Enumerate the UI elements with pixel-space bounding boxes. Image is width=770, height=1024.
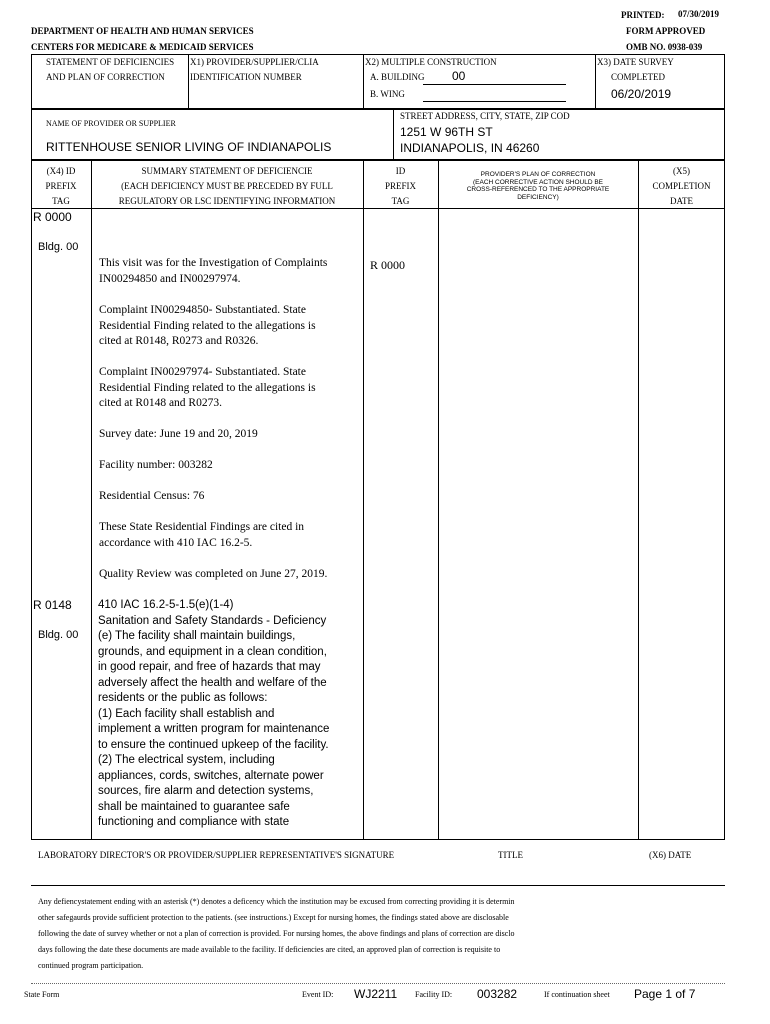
multiple-construction-label: X2) MULTIPLE CONSTRUCTION (365, 57, 497, 67)
printed-label: PRINTED: (621, 10, 665, 20)
building-label: A. BUILDING (370, 72, 425, 82)
provider-right-border (724, 108, 725, 160)
statement-label-2: AND PLAN OF CORRECTION (46, 72, 165, 82)
address-label: STREET ADDRESS, CITY, STATE, ZIP COD (400, 111, 570, 121)
wing-underline (423, 101, 566, 102)
event-id-value: WJ2211 (354, 987, 398, 1001)
header-bottom-border (31, 208, 725, 209)
form-approved: FORM APPROVED (626, 26, 706, 36)
date-completed: 06/20/2019 (611, 87, 672, 101)
date-survey-label: X3) DATE SURVEY (597, 57, 674, 67)
disclaimer-line-5: continued program participation. (38, 961, 144, 970)
disclaimer-line-2: other safegaurds provide sufficient protection to the patients. (see instructions.) Except for nursing homes, the findings stated above are disclosable (38, 913, 509, 922)
top-box-divider-2 (363, 54, 364, 109)
event-id-label: Event ID: (302, 990, 334, 999)
id-prefix-label: PREFIX (384, 181, 416, 191)
body-right-border (724, 160, 725, 840)
address-line-1: 1251 W 96TH ST (400, 125, 493, 139)
provider-id-label-2: IDENTIFICATION NUMBER (190, 72, 302, 82)
top-box-bottom-border (31, 108, 725, 110)
paragraph-visit: This visit was for the Investigation of Complaints IN00294850 and IN00297974. (99, 257, 328, 285)
paragraph-survey-date: Survey date: June 19 and 20, 2019 (99, 428, 258, 440)
top-box-divider-3 (595, 54, 596, 109)
address-line-2: INDIANAPOLIS, IN 46260 (400, 141, 540, 155)
tag-column-divider (91, 160, 92, 840)
provider-name: RITTENHOUSE SENIOR LIVING OF INDIANAPOLIS (46, 140, 332, 154)
id-column-divider (438, 160, 439, 840)
plan-column-divider (638, 160, 639, 840)
provider-divider (393, 108, 394, 160)
centers-heading: CENTERS FOR MEDICARE & MEDICAID SERVICES (31, 42, 254, 52)
body-left-border (31, 160, 32, 840)
entry-tag-r0148: R 0148 (33, 598, 72, 612)
continuation-label: If continuation sheet (544, 990, 610, 999)
page-number: Page 1 of 7 (634, 987, 696, 1001)
paragraph-complaint-1: Complaint IN00294850- Substantiated. State Residential Finding related to the allegations is cited at R0148, R0273 and R0326. (99, 304, 316, 347)
omb-number: OMB NO. 0938-039 (626, 42, 703, 52)
entry-bldg-1: Bldg. 00 (38, 241, 79, 253)
x4-tag-label: TAG (52, 196, 70, 206)
building-value: 00 (452, 69, 466, 83)
signature-label: LABORATORY DIRECTOR'S OR PROVIDER/SUPPLIER REPRESENTATIVE'S SIGNATURE (38, 850, 395, 860)
body-bottom-border (31, 839, 725, 840)
completion-label: COMPLETION (652, 181, 711, 191)
x6-date-label: (X6) DATE (649, 850, 692, 860)
entry-bldg-2: Bldg. 00 (38, 629, 79, 641)
statement-label-1: STATEMENT OF DEFICIENCIES (46, 57, 175, 67)
summary-label-3: REGULATORY OR LSC IDENTIFYING INFORMATION (118, 196, 336, 206)
provider-name-label: NAME OF PROVIDER OR SUPPLIER (46, 119, 176, 128)
signature-bottom-border (31, 885, 725, 886)
title-label: TITLE (498, 850, 523, 860)
top-box-top-border (31, 54, 725, 55)
summary-column-divider (363, 160, 364, 840)
paragraph-census: Residential Census: 76 (99, 490, 205, 502)
disclaimer (38, 894, 728, 974)
printed-date: 07/30/2019 (678, 9, 720, 19)
x4-id-label: (X4) ID (46, 166, 76, 176)
provider-left-border (31, 108, 32, 160)
provider-id-label-1: X1) PROVIDER/SUPPLIER/CLIA (190, 57, 319, 67)
plan-label-4: DEFICIENCY) (517, 193, 559, 201)
disclaimer-line-1: Any defiencystatement ending with an asterisk (*) denotes a deficency which the institution may be excused from correcting providing it is determin (38, 897, 515, 906)
paragraph-sanitation-standards: 410 IAC 16.2-5-1.5(e)(1-4) Sanitation and Safety Standards - Deficiency (e) The facility shall maintain buildings, grounds, and equipment in a clean condition, in good repair, and free of hazards that may adversely affect the health and welfare of the residents or the public as follows: (1) Each facility shall establish and implement a written program for maintenance to ensure the continued upkeep of the facility. (2) The electrical system, including appliances, cords, switches, alternate power sources, fire alarm and detection systems, shall be maintained to guarantee safe functioning and compliance with state (98, 599, 330, 828)
disclaimer-line-4: days following the date these documents are made available to the facility. If deficiencies are cited, an approved plan of correction is requisite to (38, 945, 501, 954)
summary-label-2: (EACH DEFICIENCY MUST BE PRECEDED BY FULL (121, 181, 333, 191)
top-box-right-border (724, 54, 725, 110)
provider-bottom-border (31, 159, 725, 161)
date-label: DATE (670, 196, 693, 206)
id-tag-label: TAG (391, 196, 410, 206)
completed-label: COMPLETED (611, 72, 665, 82)
paragraph-complaint-2: Complaint IN00297974- Substantiated. State Residential Finding related to the allegations is cited at R0148 and R0273. (99, 366, 316, 409)
building-underline (423, 84, 566, 85)
right-tag-r0000: R 0000 (370, 258, 406, 272)
paragraph-facility-number: Facility number: 003282 (99, 459, 213, 471)
top-box-left-border (31, 54, 32, 110)
plan-label-2: (EACH CORRECTIVE ACTION SHOULD BE (472, 178, 604, 186)
plan-label-3: CROSS-REFERENCED TO THE APPROPRIATE (466, 186, 610, 193)
wing-label: B. WING (370, 89, 405, 99)
plan-label-1: PROVIDER'S PLAN OF CORRECTION (480, 171, 596, 178)
paragraph-findings: These State Residential Findings are cited in accordance with 410 IAC 16.2-5. (99, 521, 305, 549)
summary-label-1: SUMMARY STATEMENT OF DEFICIENCIE (141, 166, 313, 176)
disclaimer-line-3: following the date of survey whether or not a plan of correction is provided. For nursing homes, the above findings and plans of correction are disclo (38, 929, 515, 938)
paragraph-quality-review: Quality Review was completed on June 27, 2019. (99, 568, 328, 580)
top-box-divider-1 (188, 54, 189, 109)
facility-id-value: 003282 (477, 987, 518, 1001)
state-form-label: State Form (24, 990, 60, 999)
department-heading: DEPARTMENT OF HEALTH AND HUMAN SERVICES (31, 26, 254, 36)
plan-header (438, 171, 638, 201)
facility-id-label: Facility ID: (415, 990, 453, 999)
entry-tag-r0000: R 0000 (33, 210, 72, 224)
id-label: ID (395, 166, 406, 176)
footer-divider (31, 983, 725, 984)
x4-prefix-label: PREFIX (45, 181, 77, 191)
x5-label: (X5) (673, 166, 690, 176)
